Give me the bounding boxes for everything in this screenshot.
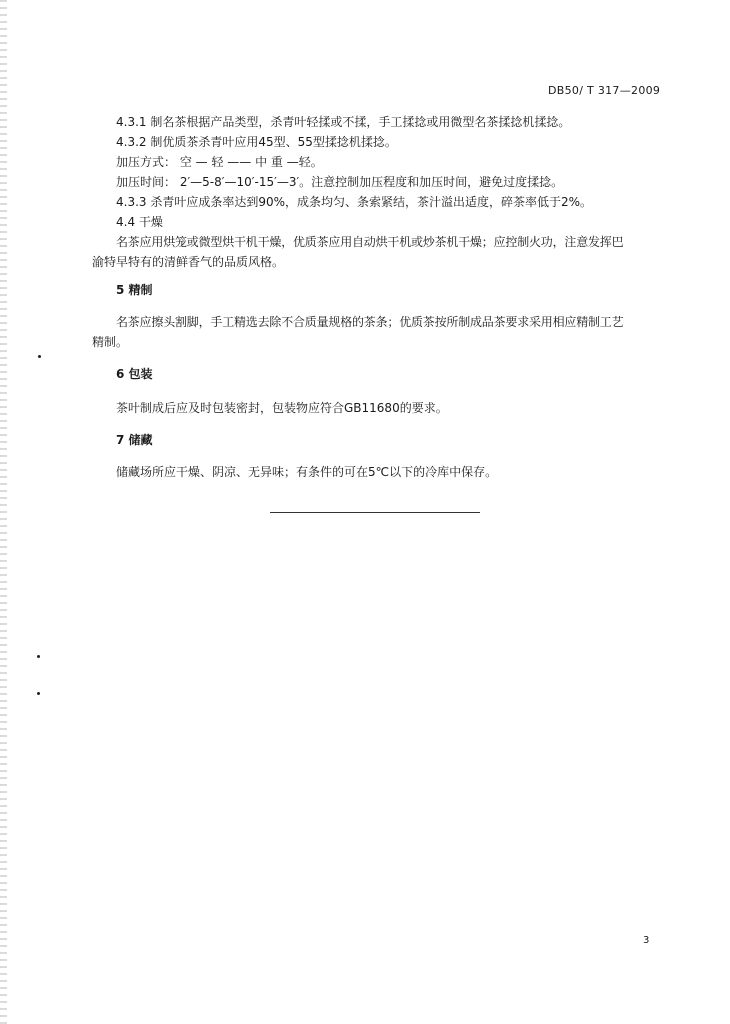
scan-speck	[37, 692, 40, 695]
pressure-time: 加压时间： 2′—5-8′—10′-15′—3′。注意控制加压程度和加压时间，避免过度揉捻。	[116, 175, 564, 189]
paragraph-refine-2: 精制。	[92, 335, 129, 349]
page-number: 3	[643, 935, 650, 946]
standard-code: DB50/ T 317—2009	[548, 84, 661, 97]
heading-7: 7 储藏	[116, 433, 153, 447]
heading-5: 5 精制	[116, 283, 153, 297]
scan-speck	[38, 355, 41, 358]
clause-4-3-3: 4.3.3 杀青叶应成条率达到90%，成条均匀、条索紧结，茶汁溢出适度，碎茶率低于2%。	[116, 195, 593, 209]
paragraph-drying-1: 名茶应用烘笼或微型烘干机干燥，优质茶应用自动烘干机或炒茶机干燥；应控制火功，注意发挥巴	[116, 235, 624, 249]
scan-edge-noise	[0, 0, 7, 1024]
heading-6: 6 包装	[116, 367, 153, 381]
clause-4-3-2: 4.3.2 制优质茶杀青叶应用45型、55型揉捻机揉捻。	[116, 135, 397, 149]
paragraph-packaging: 茶叶制成后应及时包装密封，包装物应符合GB11680的要求。	[116, 401, 448, 415]
paragraph-refine-1: 名茶应擦头割脚，手工精选去除不合质量规格的茶条；优质茶按所制成品茶要求采用相应精制工艺	[116, 315, 624, 329]
end-rule	[270, 512, 480, 513]
clause-4-3-1: 4.3.1 制名茶根据产品类型，杀青叶轻揉或不揉，手工揉捻或用微型名茶揉捻机揉捻。	[116, 115, 571, 129]
pressure-method: 加压方式： 空 — 轻 —— 中 重 —轻。	[116, 155, 323, 169]
scan-speck	[37, 655, 40, 658]
paragraph-storage: 储藏场所应干燥、阴凉、无异味；有条件的可在5℃以下的冷库中保存。	[116, 465, 498, 479]
paragraph-drying-2: 渝特早特有的清鲜香气的品质风格。	[92, 255, 285, 269]
heading-4-4: 4.4 干燥	[116, 215, 163, 229]
